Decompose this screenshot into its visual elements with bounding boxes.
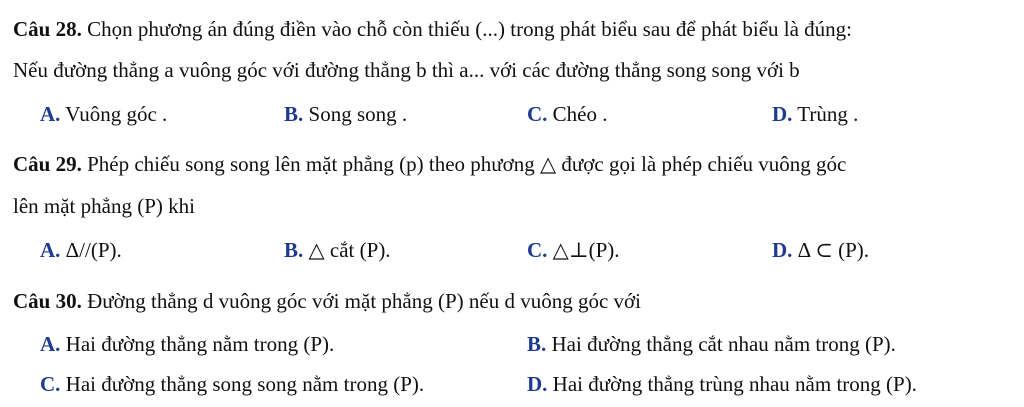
option-label: C. bbox=[527, 238, 548, 262]
question-28-option-a[interactable] bbox=[40, 101, 167, 127]
option-text: Hai đường thẳng trùng nhau nằm trong (P). bbox=[547, 372, 917, 396]
question-29-number: Câu 29. bbox=[13, 152, 82, 176]
question-28-number: Câu 28. bbox=[13, 17, 82, 41]
option-text: Δ ⊂ (P). bbox=[792, 238, 870, 262]
option-text: Δ//(P). bbox=[60, 238, 122, 262]
option-text: Hai đường thẳng song song nằm trong (P). bbox=[60, 372, 425, 396]
question-28-option-b[interactable] bbox=[284, 101, 407, 127]
question-30-stem bbox=[13, 288, 641, 314]
question-28-text-line2: Nếu đường thẳng a vuông góc với đường thẳng b thì a... với các đường thẳng song song với b bbox=[13, 58, 800, 82]
option-label: D. bbox=[527, 372, 548, 396]
option-label: C. bbox=[40, 372, 61, 396]
option-label: A. bbox=[40, 238, 61, 262]
question-30-option-c[interactable] bbox=[40, 371, 424, 397]
question-28-option-c[interactable] bbox=[527, 101, 608, 127]
option-label: D. bbox=[772, 102, 793, 126]
question-30-text-line1: Đường thẳng d vuông góc với mặt phẳng (P) nếu d vuông góc với bbox=[81, 289, 641, 313]
option-text: Song song . bbox=[303, 102, 408, 126]
question-29-option-c[interactable] bbox=[527, 237, 620, 263]
option-label: A. bbox=[40, 102, 61, 126]
question-29-option-b[interactable] bbox=[284, 237, 391, 263]
question-30-option-b[interactable] bbox=[527, 331, 896, 357]
option-label: A. bbox=[40, 332, 61, 356]
option-text: △⊥(P). bbox=[547, 238, 620, 262]
question-28-stem bbox=[13, 16, 852, 42]
question-28-text-line1: Chọn phương án đúng điền vào chỗ còn thiếu (...) trong phát biểu sau để phát biểu là đúng: bbox=[81, 17, 853, 41]
option-text: Hai đường thẳng nằm trong (P). bbox=[60, 332, 335, 356]
option-label: B. bbox=[527, 332, 547, 356]
question-30-option-a[interactable] bbox=[40, 331, 334, 357]
question-30-number: Câu 30. bbox=[13, 289, 82, 313]
question-28-option-d[interactable] bbox=[772, 101, 858, 127]
option-text: Hai đường thẳng cắt nhau nằm trong (P). bbox=[546, 332, 896, 356]
option-text: Chéo . bbox=[547, 102, 608, 126]
question-30-option-d[interactable] bbox=[527, 371, 917, 397]
option-text: Vuông góc . bbox=[60, 102, 168, 126]
option-text: △ cắt (P). bbox=[303, 238, 391, 262]
question-29-text-line1: Phép chiếu song song lên mặt phẳng (p) theo phương △ được gọi là phép chiếu vuông góc bbox=[81, 152, 847, 176]
option-label: B. bbox=[284, 238, 304, 262]
question-29-option-d[interactable] bbox=[772, 237, 869, 263]
question-29-stem bbox=[13, 151, 846, 177]
option-text: Trùng . bbox=[792, 102, 859, 126]
question-29-option-a[interactable] bbox=[40, 237, 122, 263]
option-label: D. bbox=[772, 238, 793, 262]
option-label: B. bbox=[284, 102, 304, 126]
question-29-text-line2: lên mặt phẳng (P) khi bbox=[13, 194, 195, 218]
option-label: C. bbox=[527, 102, 548, 126]
